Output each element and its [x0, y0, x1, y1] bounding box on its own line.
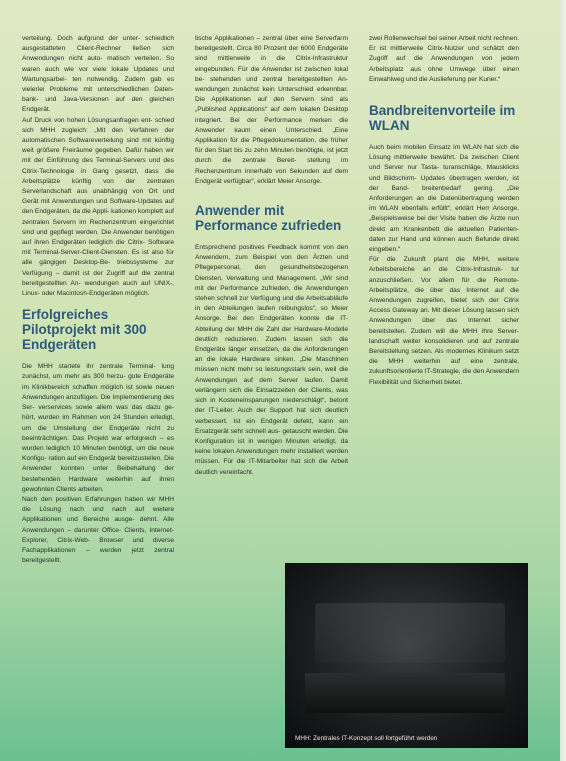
photo-caption: MHH: Zentrales IT-Konzept soll fortgeführt werden	[295, 735, 438, 742]
section-heading: Bandbreitenvorteile im WLAN	[369, 103, 516, 134]
paragraph: Auf Druck von hohen Lösungsanfragen ent- schied sich MHH zugleich: „Mit den Verfahren der automatischen Softwareverteilung sind mit künftig weit größere Freiräume gegeben. Dafür haben wir mit der Einführung des Terminal-Servers und des Citrix-Technologie in Gang gesetzt, dass die Arbeitsplätze künftig von der zentralen Serverlandschaft aus unabhängig von Ort und Gerät mit Anwendungen und Software-Updates auf den Endgeräten, da die Appli- kationen komplett auf zentralen Servern im Rechenzentrum eingerichtet sind und gepflegt werden. Die Anwender benötigen auf ihren Endgeräten lediglich die Citrix- Software mit Terminal-Server-Client-Diensten. Es ist also für alle gängigen Desktop-Be- triebssysteme zur Verfügung – damit ist der Zugriff auf die zentral bereitgestellten An- wendungen auch auf UNIX-, Linux- oder Macintosh-Endgeräten möglich.	[22, 116, 174, 298]
paragraph: Die MHH startete ihr zentrale Terminal- lung zunächst, um mehr als 300 herzu- gute Endgeräte im Klinikbereich schaffen möglich ist sowie neuen Anwendungen anzufügen. Die Implementierung des Ser- verservices sowie allem was das dazu ge- hört, wurden im Rahmen von 24 Stunden erledigt, um die Umstellung der Endgeräte nicht zu beeinträchtigen. Das Projekt war erfolgreich – es wurden lediglich 10 Minuten benötigt, um die neue Konfigu- ration auf ein Endgerät bereitzustellen. Die Anwender konnten unter Beibehaltung der bestehenden Hardware weiterhin auf ihren gewohnten Clients arbeiten.	[22, 363, 174, 493]
paragraph: Nach den positiven Erfahrungen haben wir MHH die Lösung nach und nach auf weitere Applikationen und Bereiche ausge- dehnt. Alle Anwendungen – darunter Office- Clients, Internet-Explorer, Citrix-Web- Browser und diverse Fachapplikationen – werden jetzt zentral bereitgestellt.	[22, 495, 174, 565]
text-column-2	[195, 34, 348, 478]
text-column-3	[369, 34, 519, 388]
paragraph: tische Applikationen – zentral über eine Serverfarm bereitgestellt. Circa 80 Prozent der 6000 Endgeräte sind mittlerweile in die Citrix-Infrastruktur eingebunden. Für die Anwender ist zwischen lokal be- stehenden und zentral bereitgestellten An- wendungen zunächst kein Unterschied erkennbar. Die Applikationen auf den Servern sind als „Published Applications“ auf dem lokalen Desktop integriert. Bei der Performance merken die Anwender kaum einen Unterschied. „Eine Applikation für die Pflegedokumentation, die früher für den Start bis zu zehn Minuten benötigte, ist jetzt durch die zentrale Bereit- stellung im Rechenzentrum innerhalb von Sekunden auf dem Endgerät verfügbar“, erklärt Meier Ansorge.	[195, 35, 348, 185]
paragraph: Für die Zukunft plant die MHH, weitere Arbeitsbereiche an die Citrix-Infrastruk- tur anzuschließen. Vor allem für die Remote- Arbeitsplätze, die über das Internet auf die Anwendungen zugreifen, bietet sich der Citrix Access Gateway an. Mit dieser Lösung lassen sich Anwendungen über das Internet sicher bereitstellen. Zudem will die MHH ihre Server- landschaft weiter konsolidieren und auf zentrale Bereitstellung setzen. Als modernes Klinikum setzt die MHH weiterhin auf eine zentrale, zukunftsorientierte IT-Strategie, die den Anwendern Flexibilität und Sicherheit bietet.	[369, 256, 519, 386]
paragraph: Entsprechend positives Feedback kommt von den Anwendern, zum Beispiel von den Ärzten und Pflegepersonal, den gesundheitsbezogenen Diensten, Verwaltung und Management. „Wir sind mit der Performance zufrieden, die Anwendungen stehen schnell zur Verfügung und die Arbeitsabläufe in den Abteilungen laufen reibungslos“, so Meier Ansorge. Bei den Endgeräten konnte die IT-Abteilung der MHH die Zahl der Hardware-Modelle deutlich reduzieren. Zudem lassen sich die Endgeräte länger einsetzen, da die Anforderungen an die lokale Hardware sinken. „Die Maschinen müssen nicht mehr so leistungsstark sein, weil die Anwendungen auf dem Server laufen. Damit verlängern sich die Einsatzzeiten der Clients, was sich in Kosteneinsparungen niederschlägt“, betont der IT-Leiter. Auch der Support hat sich deutlich verbessert. Ist ein Endgerät defekt, kann ein Ersatzgerät sehr schnell aus- getauscht werden. Die Konfiguration ist in wenigen Minuten erledigt, da keine lokalen Anwendungen mehr installiert werden müssen. Für die IT-Mitarbeiter hat sich die Arbeit deutlich vereinfacht.	[195, 244, 348, 476]
section-heading: Erfolgreiches Pilotprojekt mit 300 Endgeräten	[22, 307, 147, 353]
photo-monitors	[315, 603, 505, 663]
paragraph: verteilung. Doch aufgrund der unter- schiedlich ausgestatteten Client-Rechner ließen sich Anwendungen nicht auto- matisch verteilen. So waren auch wie vor viele lokale Updates und Wartungsarbei- ten notwendig. Zudem gab es vielerlei Probleme mit unterschiedlichen Daten- bank- und Java-Versionen auf den gleichen Endgerät.	[22, 35, 174, 114]
page-edge	[560, 0, 566, 761]
photo	[285, 563, 528, 748]
text-column-1	[22, 34, 174, 566]
photo-desk	[305, 673, 505, 713]
paragraph: Auch beim mobilen Einsatz im WLAN hat sich die Lösung mittlerweile bewährt. Da zwischen Client und Server nur Tasta- turanschläge, Mausklicks und Bildschirm- Updates übertragen werden, ist der Band- breitenbedarf gering. „Die Anforderungen an die Datenübertragung werden im WLAN ebenfalls erfüllt“, erklärt Herr Ansorge. „Beispielsweise bei der Visite haben die Ärzte nun direkt am Krankenbett die aktuellen Patienten- daten zur Hand und können auch Befunde direkt eingeben.“	[369, 144, 519, 254]
section-heading: Anwender mit Performance zufrieden	[195, 203, 342, 234]
paragraph: zwei Rollenwechsel bei seiner Arbeit nicht rechnen. Er ist mittlerweile Citrix-Nutzer und schätzt den Zugriff auf die Anwendungen von jedem Arbeitsplatz aus ohne Umwege über einen Einwahlweg und die Auslieferung per Kurier.“	[369, 35, 519, 83]
